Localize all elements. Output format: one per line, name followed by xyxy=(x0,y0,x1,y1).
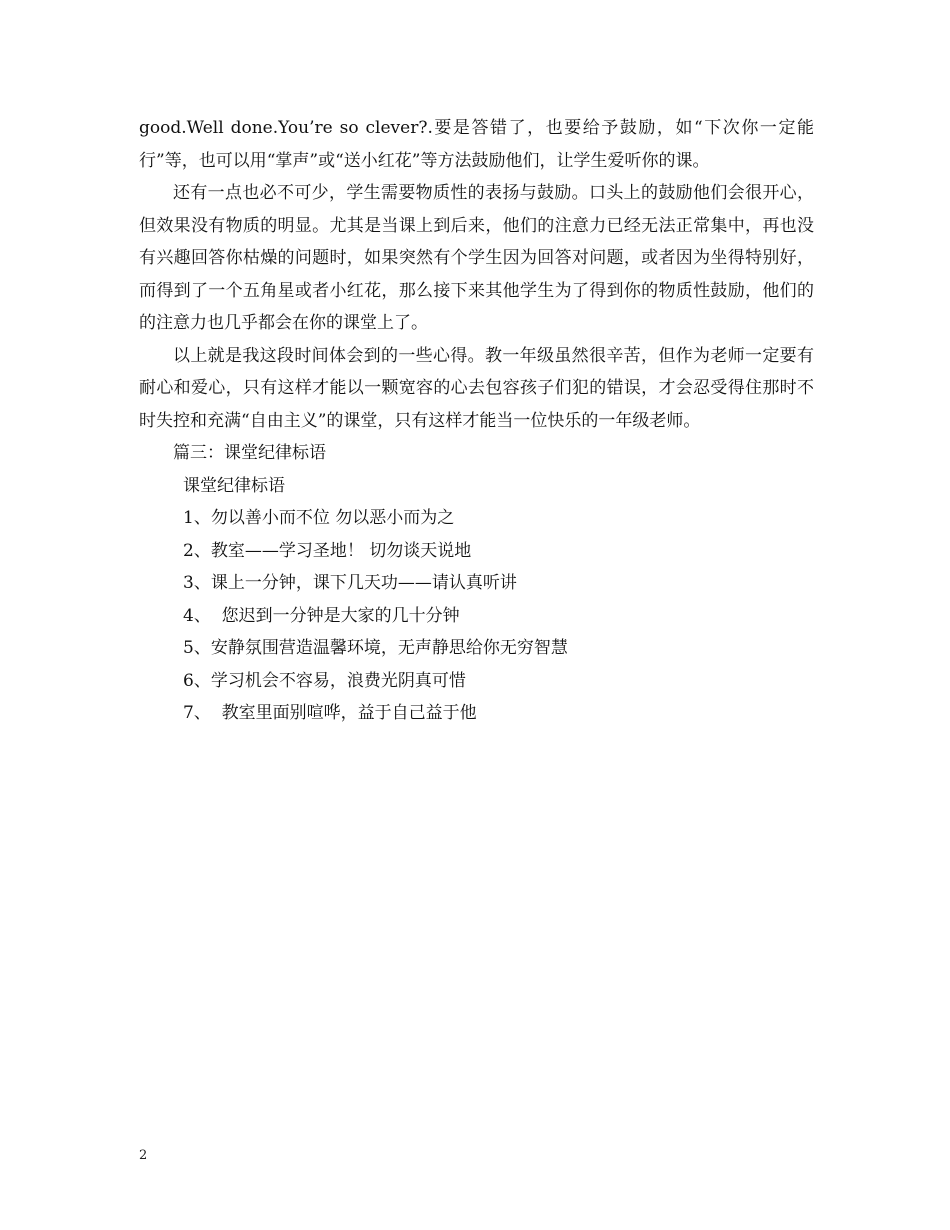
paragraph-material-rewards: 还有一点也必不可少，学生需要物质性的表扬与鼓励。口头上的鼓励他们会很开心，但效果没有物质的明显。尤其是当课上到后来，他们的注意力已经无法正常集中，再也没有兴趣回答你枯燥的问题时，如果突然有个学生因为回答对问题，或者因为坐得特别好，而得到了一个五角星或者小红花，那么接下来其他学生为了得到你的物质性鼓励，他们的的注意力也几乎都会在你的课堂上了。 xyxy=(139,183,814,333)
paragraph-continuation: good.Well done.You’re so clever?.要是答错了，也要给予鼓励，如“下次你一定能行”等，也可以用“掌声”或“送小红花”等方法鼓励他们，让学生爱听你的课。 xyxy=(139,118,814,171)
section-heading: 篇三：课堂纪律标语 xyxy=(173,443,326,463)
list-item: 7、 教室里面别喧哗，益于自己益于他 xyxy=(183,703,477,723)
section-subheading: 课堂纪律标语 xyxy=(183,475,285,496)
page-number: 2 xyxy=(139,1148,148,1163)
list-item: 4、 您迟到一分钟是大家的几十分钟 xyxy=(183,605,460,626)
list-item: 6、学习机会不容易，浪费光阴真可惜 xyxy=(183,670,466,691)
paragraph-conclusion: 以上就是我这段时间体会到的一些心得。教一年级虽然很辛苦，但作为老师一定要有耐心和爱心，只有这样才能以一颗宽容的心去包容孩子们犯的错误，才会忍受得住那时不时失控和充满“自由主义”的课堂，只有这样才能当一位快乐的一年级老师。 xyxy=(139,345,814,431)
list-item: 5、安静氛围营造温馨环境，无声静思给你无穷智慧 xyxy=(183,638,568,658)
list-item: 2、教室——学习圣地！ 切勿谈天说地 xyxy=(183,540,472,561)
list-item: 3、课上一分钟，课下几天功——请认真听讲 xyxy=(183,573,517,593)
list-item: 1、勿以善小而不位 勿以恶小而为之 xyxy=(183,508,455,528)
document-body xyxy=(139,112,814,730)
slogan-list xyxy=(139,502,814,730)
